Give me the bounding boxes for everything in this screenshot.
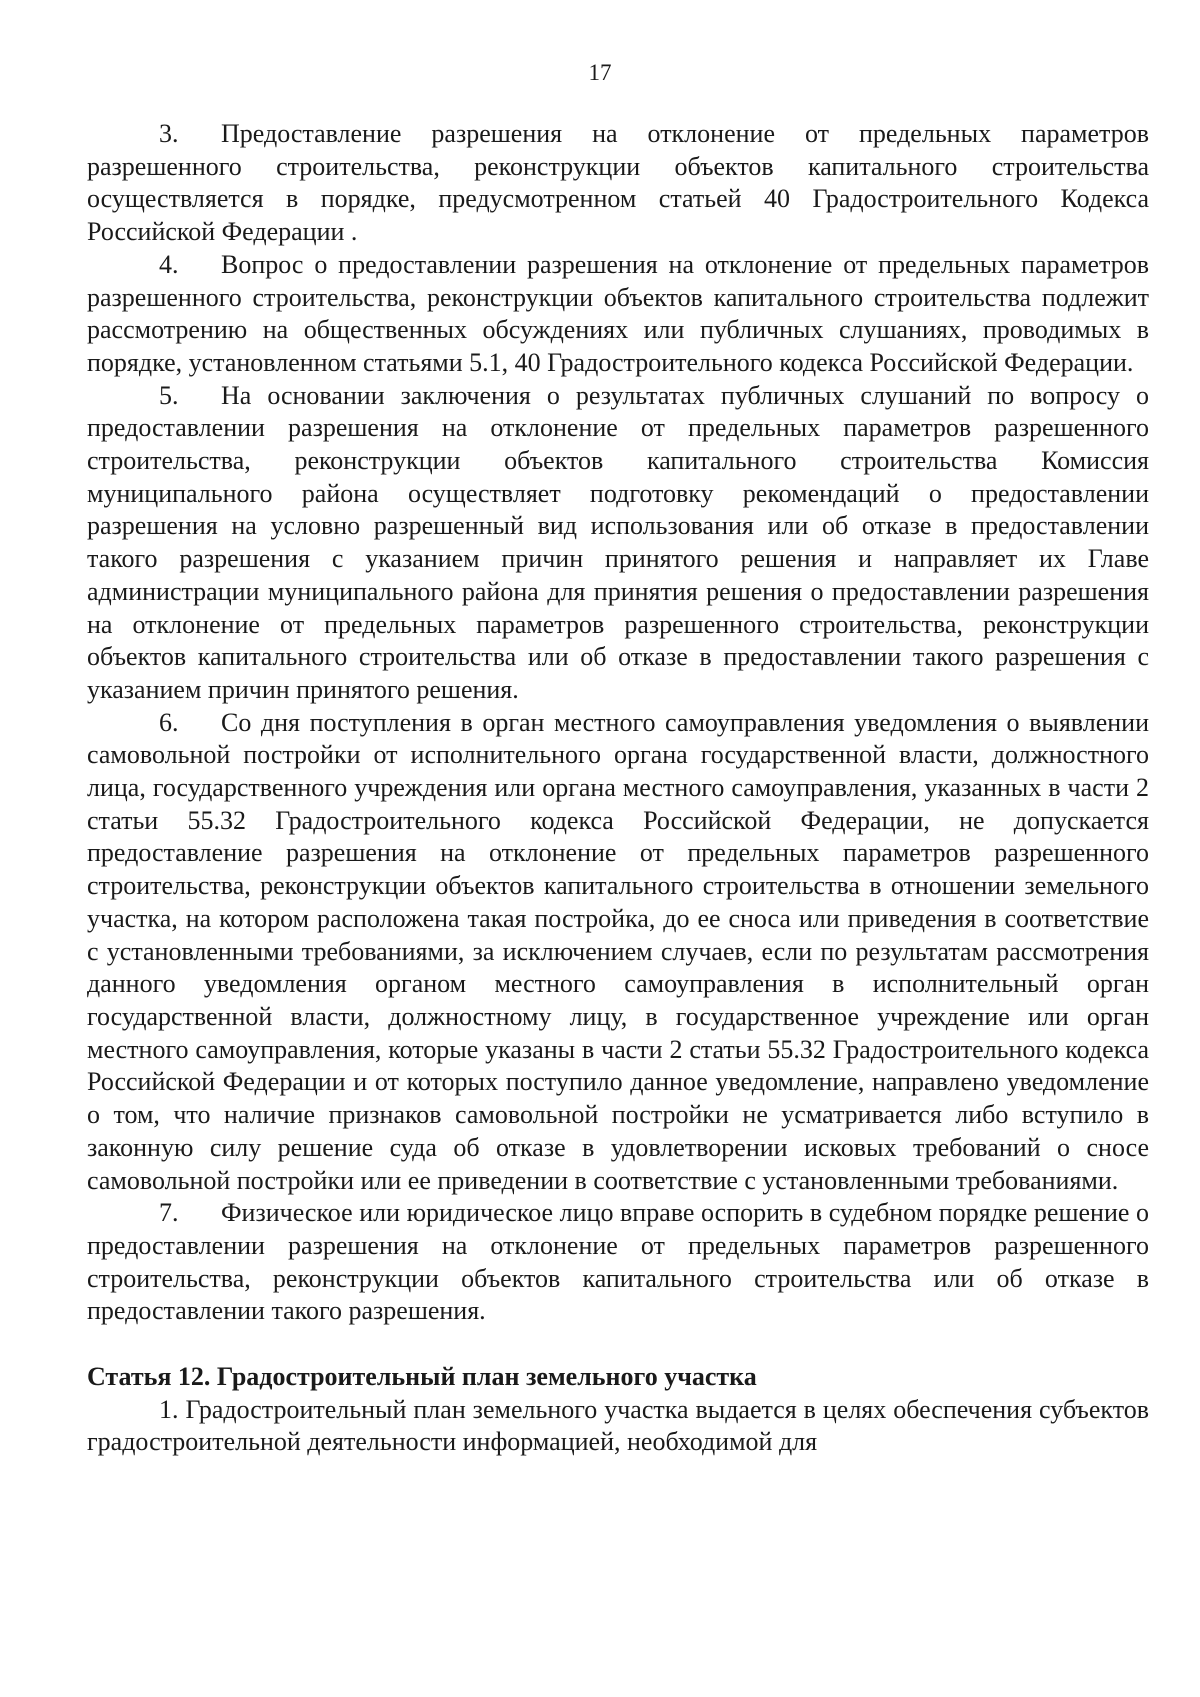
clause-4 xyxy=(87,249,1149,380)
clause-7 xyxy=(87,1197,1149,1328)
clause-number: 4. xyxy=(159,249,179,279)
clause-text: Вопрос о предоставлении разрешения на отклонение от предельных параметров разрешенного строительства, реконструкции объектов капитального строительства подлежит рассмотрению на общественных обсуждениях или публичных слушаниях, проводимых в порядке, установленном статьями 5.1, 40 Градостроительного кодекса Российской Федерации. xyxy=(87,249,1149,377)
clause-6 xyxy=(87,707,1149,1198)
clause-number: 6. xyxy=(159,707,179,737)
clause-text: Предоставление разрешения на отклонение от предельных параметров разрешенного строительства, реконструкции объектов капитального строительства осуществляется в порядке, предусмотренном статьей 40 Градостроительного Кодекса Российской Федерации . xyxy=(87,119,1149,247)
article-paragraph-1: 1. Градостроительный план земельного участка выдается в целях обеспечения субъектов градостроительной деятельности информацией, необходимой для xyxy=(87,1394,1149,1457)
clause-number: 3. xyxy=(159,119,179,148)
clause-3 xyxy=(87,118,1149,249)
document-body xyxy=(87,118,1149,1459)
section-gap xyxy=(87,1328,1149,1361)
clause-number: 5. xyxy=(159,380,179,410)
clause-text: На основании заключения о результатах публичных слушаний по вопросу о предоставлении разрешения на отклонение от предельных параметров разрешенного строительства, реконструкции объектов капитального строительства Комиссия муниципального района осуществляет подготовку рекомендаций о предоставлении разрешения на условно разрешенный вид использования или об отказе в предоставлении такого разрешения с указанием причин принятого решения и направляет их Главе администрации муниципального района для принятия решения о предоставлении разрешения на отклонение от предельных параметров разрешенного строительства, реконструкции объектов капитального строительства или об отказе в предоставлении такого разрешения с указанием причин принятого решения. xyxy=(87,380,1149,704)
clause-text: Физическое или юридическое лицо вправе оспорить в судебном порядке решение о предоставлении разрешения на отклонение от предельных параметров разрешенного строительства, реконструкции объектов капитального строительства или об отказе в предоставлении такого разрешения. xyxy=(87,1198,1149,1326)
clause-text: Со дня поступления в орган местного самоуправления уведомления о выявлении самовольной постройки от исполнительного органа государственной власти, должностного лица, государственного учреждения или органа местного самоуправления, указанных в части 2 статьи 55.32 Градостроительного кодекса Российской Федерации, не допускается предоставление разрешения на отклонение от предельных параметров разрешенного строительства, реконструкции объектов капитального строительства в отношении земельного участка, на котором расположена такая постройка, до ее сноса или приведения в соответствие с установленными требованиями, за исключением случаев, если по результатам рассмотрения данного уведомления органом местного самоуправления в исполнительный орган государственной власти, должностному лицу, в государственное учреждение или орган местного самоуправления, которые указаны в части 2 статьи 55.32 Градостроительного кодекса Российской Федерации и от которых поступило данное уведомление, направлено уведомление о том, что наличие признаков самовольной постройки не усматривается либо вступило в законную силу решение суда об отказе в удовлетворении исковых требований о сносе самовольной постройки или ее приведении в соответствие с установленными требованиями. xyxy=(87,707,1149,1195)
clause-5 xyxy=(87,380,1149,707)
page-number: 17 xyxy=(588,60,612,85)
article-heading: Статья 12. Градостроительный план земельного участка xyxy=(87,1362,757,1392)
clause-number: 7. xyxy=(159,1198,179,1228)
